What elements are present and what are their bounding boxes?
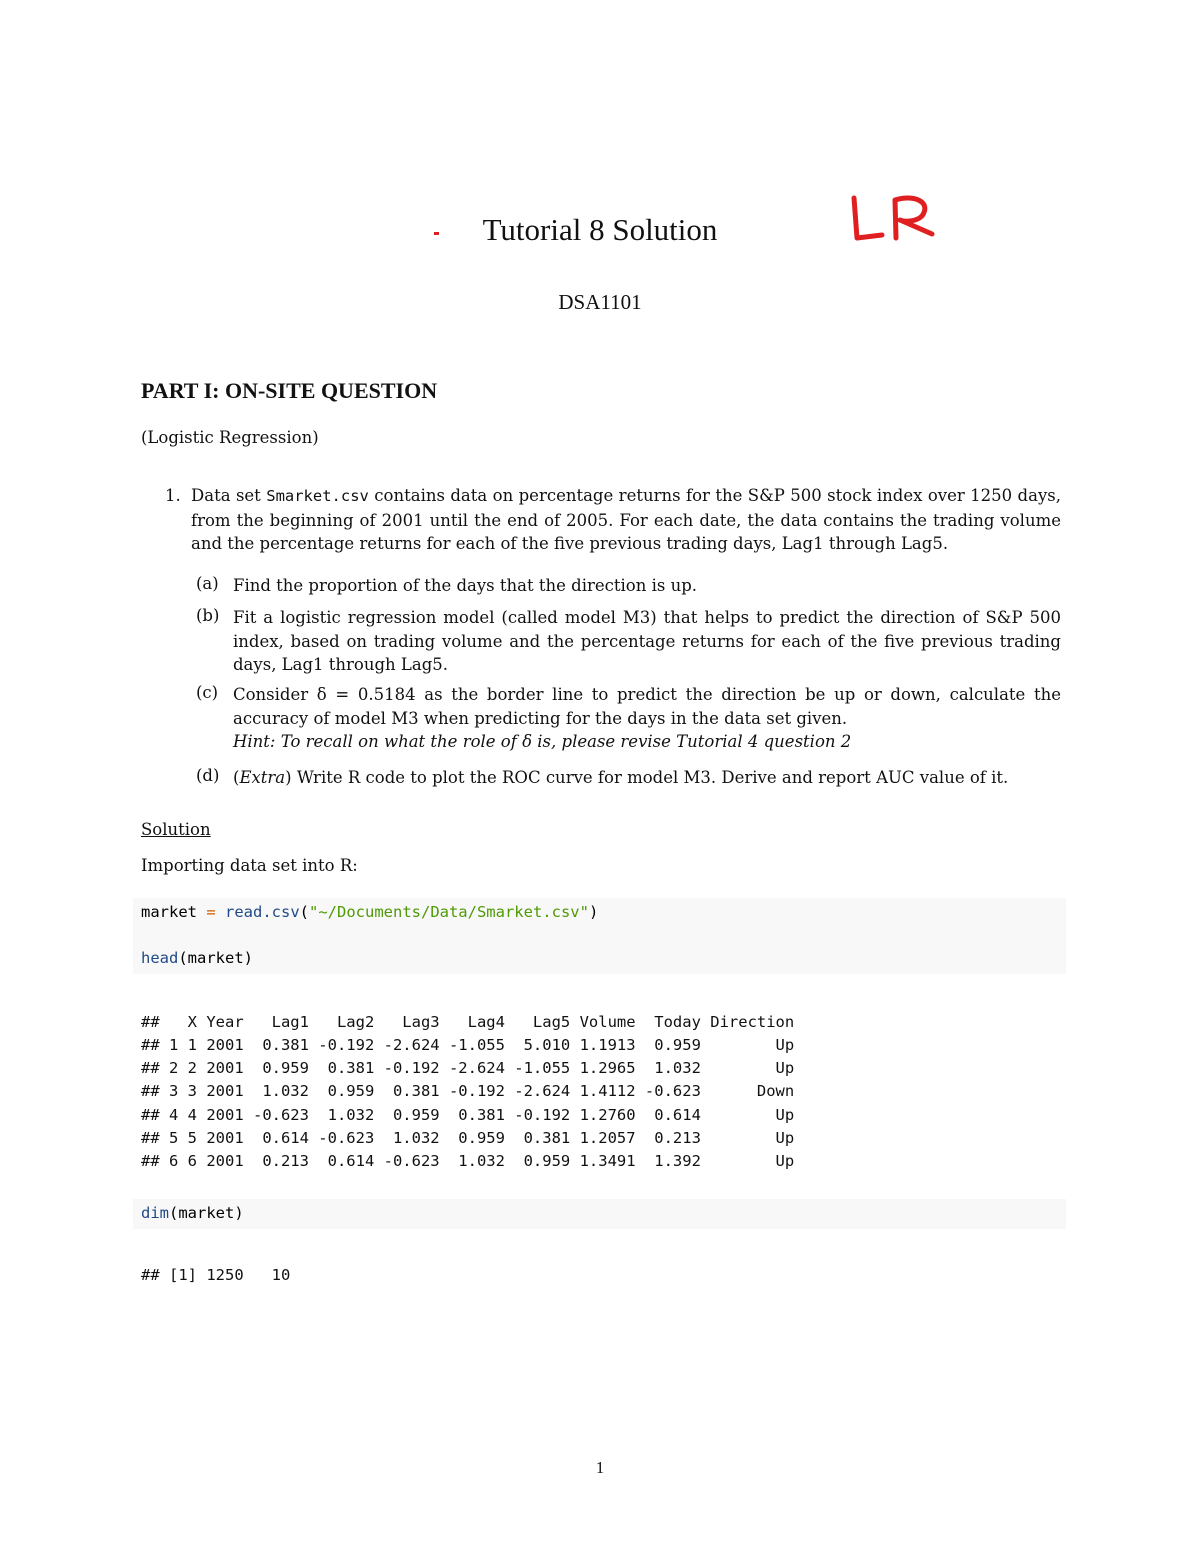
question-number: 1. [165, 486, 181, 505]
code-head: head(market) [141, 949, 253, 967]
output-row: ## 5 5 2001 0.614 -0.623 1.032 0.959 0.381 1.2057 0.213 Up [141, 1129, 795, 1147]
solution-heading: Solution [141, 820, 211, 839]
output-row: ## 6 6 2001 0.213 0.614 -0.623 1.032 0.959 1.3491 1.392 Up [141, 1152, 795, 1170]
code-block-2 [133, 1199, 1066, 1229]
output-row: ## 4 4 2001 -0.623 1.032 0.959 0.381 -0.192 1.2760 0.614 Up [141, 1106, 795, 1124]
output-header-row: ## X Year Lag1 Lag2 Lag3 Lag4 Lag5 Volume Today Direction [141, 1013, 795, 1031]
code-dim: dim(market) [141, 1204, 244, 1222]
part-d-label: (d) [196, 766, 220, 785]
output-dim: ## [1] 1250 10 [141, 1266, 291, 1284]
part-c-text: Consider δ = 0.5184 as the border line to predict the direction be up or down, calculate the accuracy of model M3 when predicting for the days in the data set given. Hint: To recall on what the role of δ is, please revise Tutorial 4 question 2 [233, 685, 1061, 751]
question-intro: Data set Smarket.csv contains data on percentage returns for the S&P 500 stock index over 1250 days, from the beginning of 2001 until the end of 2005. For each date, the data contains the trading volume and the percentage returns for each of the five previous trading days, Lag1 through Lag5. [191, 486, 1061, 553]
code-read-csv: market = read.csv("~/Documents/Data/Smarket.csv") [141, 903, 599, 921]
part-c-label: (c) [196, 683, 219, 702]
topic-label: (Logistic Regression) [141, 428, 319, 447]
part-c-hint: Hint: To recall on what the role of δ is, please revise Tutorial 4 question 2 [233, 732, 852, 751]
part-b-label: (b) [196, 606, 220, 625]
part-a-text: Find the proportion of the days that the direction is up. [233, 576, 697, 595]
output-row: ## 2 2 2001 0.959 0.381 -0.192 -2.624 -1.055 1.2965 1.032 Up [141, 1059, 795, 1077]
course-code: DSA1101 [558, 290, 642, 314]
part-heading: PART I: ON-SITE QUESTION [141, 378, 438, 403]
handwritten-annotation [848, 192, 940, 248]
part-a-label: (a) [196, 574, 219, 593]
import-instruction: Importing data set into R: [141, 856, 358, 875]
part-b-text: Fit a logistic regression model (called model M3) that helps to predict the direction of S&P 500 index, based on trading volume and the percentage returns for each of the five previous trading days, Lag1 through Lag5. [233, 608, 1061, 674]
page-number: 1 [595, 1458, 605, 1477]
output-row: ## 3 3 2001 1.032 0.959 0.381 -0.192 -2.624 1.4112 -0.623 Down [141, 1082, 795, 1100]
output-row: ## 1 1 2001 0.381 -0.192 -2.624 -1.055 5.010 1.1913 0.959 Up [141, 1036, 795, 1054]
filename: Smarket.csv [266, 487, 369, 505]
document-title: Tutorial 8 Solution [482, 212, 718, 247]
part-d-text: (Extra) Write R code to plot the ROC curve for model M3. Derive and report AUC value of it. [233, 768, 1009, 787]
